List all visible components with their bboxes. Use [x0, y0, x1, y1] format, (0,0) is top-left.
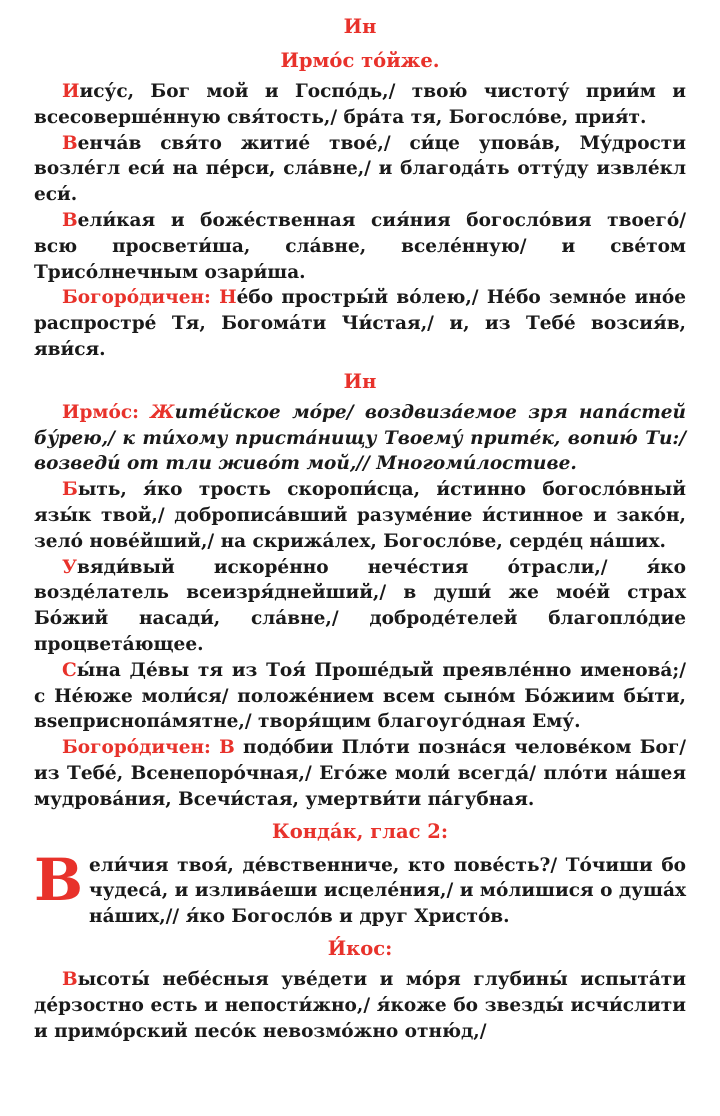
verse-rubric-label: Богоро́дичен: — [62, 287, 220, 309]
verse-initial-letter: С — [62, 659, 77, 681]
verse-text: Сы́на Де́вы тя из Тоя́ Проше́дый преявле́нно именова́;/ с Не́юже моли́ся/ положе́нием всем сыно́м Бо́жиим бы́ти, вseприснопа́мятне,/ творя́щим благоуго́дная Ему́. — [34, 659, 686, 733]
verse-rubric-label: Богоро́дичен: — [62, 737, 220, 759]
verse — [34, 658, 686, 735]
verse — [34, 131, 686, 208]
section-heading: Ирмо́с то́йже. — [280, 49, 440, 72]
verse — [34, 285, 686, 362]
verse — [34, 967, 686, 1044]
verse-text: Увяди́вый искоре́нно нече́стия о́трасли,/ я́ко возде́латель всеизря́днейший,/ в души́ же мое́й страх Бо́жий насади́, сла́вне,/ доброде́телей благопло́дие процвета́ющее. — [34, 556, 686, 655]
verse-text: В подо́бии Пло́ти позна́ся челове́ком Бог/ из Тебе́, Всенепоро́чная,/ Его́же моли́ всегда́/ пло́ти на́шея мудрова́ния, Всечи́стая, умертви́ти па́губная. — [34, 737, 686, 810]
verse — [34, 400, 686, 477]
section-heading: Конда́к, глас 2: — [271, 819, 449, 843]
kontakion-text: Вели́чия твоя́, де́вственниче, кто пове́сть?/ То́чиши бо чудеса́, и излива́еши исцеле́ния,/ и мо́лишися о душа́х на́ших,// я́ко Богосло́в и друг Христо́в. — [34, 845, 686, 928]
verse — [34, 477, 686, 554]
verse-text: Венча́в свя́то житие́ твое́,/ си́це упова́в, Му́дрости возле́гл еси́ на пе́рси, сла́вне,/ и благода́ть отту́ду извле́кл еси́. — [34, 132, 686, 206]
verse-initial-letter: Ж — [150, 401, 175, 423]
verse-initial-letter: В — [62, 132, 78, 154]
section-heading: Ин — [343, 15, 377, 38]
kontakion-drop-cap: В — [34, 845, 84, 914]
verse — [34, 208, 686, 285]
verse-text: Высоты́ небе́сныя уве́дети и мо́ря глубины́ испыта́ти де́рзостно есть и непости́жно,/ я́коже бо звезды́ исчи́слити и примо́рский песо́к невозмо́жно отню́д,/ — [34, 968, 686, 1042]
verse-text: Иису́с, Бог мой и Госпо́дь,/ твою́ чистоту́ прии́м и всесоверше́нную свя́тость,/ бра́та тя, Богосло́ве, прия́т. — [34, 81, 686, 128]
verse-initial-letter: В — [219, 737, 235, 759]
verse-initial-letter: В — [62, 968, 78, 990]
verse-initial-letter: Б — [62, 479, 78, 501]
verse-initial-letter: У — [62, 556, 78, 578]
verse — [34, 735, 686, 812]
verse-initial-letter: Н — [219, 287, 237, 309]
verse — [34, 79, 686, 131]
verse-text: Вели́кая и боже́ственная сия́ния богосло́вия твоего́/ всю просвети́ша, сла́вне, вселе́нную/ и све́том Трисо́лнечным озари́ша. — [34, 209, 686, 283]
verse-text: Жите́йское мо́ре/ воздвиза́емое зря напа́стей бу́рею,/ к ти́хому приста́нищу Твоему́ прите́к, вопию́ Ти:/ возведи́ от тли живо́т мой,// Многоми́лостиве. — [34, 401, 686, 475]
section-heading: Ин — [343, 369, 377, 393]
verse-text: Не́бо простры́й во́лею,/ Не́бо земно́е ино́е распростре́ Тя, Богома́ти Чи́стая,/ и, из Тебе́ возсия́в, яви́ся. — [34, 287, 686, 360]
verse-text: Быть, я́ко трость скоропи́сца, и́стинно богосло́вный язы́к твой,/ доброписа́вший разуме́ние и́стинное и зако́н, зело́ нове́йший,/ на скрижа́лех, Богосло́ве, серде́ц на́ших. — [34, 479, 686, 552]
section-heading: И́кос: — [327, 936, 393, 960]
verse-rubric-label: Ирмо́с: — [62, 401, 151, 423]
verse — [34, 555, 686, 658]
verse-initial-letter: И — [62, 81, 80, 102]
verse-initial-letter: В — [62, 209, 78, 231]
